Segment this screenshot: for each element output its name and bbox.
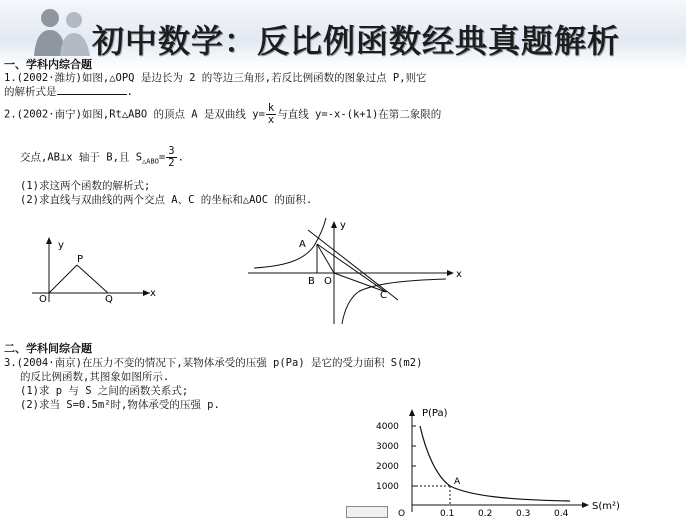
ytick-label-4000: 4000 — [376, 422, 399, 432]
label-b: B — [308, 276, 315, 287]
q3-line1: 3.(2004·南京)在压力不变的情况下,某物体承受的压强 p(Pa) 是它的受力面积 S(m2) — [4, 357, 423, 369]
q1-line2: 的解析式是 . — [4, 86, 133, 98]
label-y: y — [340, 220, 346, 231]
q2-line2: 交点,AB⊥x 轴于 B,且 $S_{\triangle ABO}=$ $\frac{3}{2}$ . — [20, 145, 184, 169]
segment-oc — [334, 273, 386, 292]
origin-label: O — [398, 509, 406, 516]
ytick-label-1000: 1000 — [376, 482, 399, 492]
label-a: A — [299, 239, 306, 250]
y-axis-arrow-icon — [46, 237, 52, 244]
section1-heading: 一、学科内综合题 — [4, 58, 92, 71]
xtick-label-0.3: 0.3 — [516, 509, 531, 516]
label-q: Q — [105, 294, 113, 305]
label-o: O — [324, 276, 332, 287]
side-op — [49, 265, 77, 293]
ytick-label-3000: 3000 — [376, 442, 399, 452]
hyperbola-branch-upper — [254, 218, 326, 268]
label-o: O — [39, 294, 47, 305]
q2-part2: 与直线 y=-x-(k+1)在第二象限的 — [277, 108, 442, 121]
xtick-label-0.2: 0.2 — [478, 509, 493, 516]
frac-den: x — [267, 114, 275, 126]
y-axis-label: P(Pa) — [422, 408, 448, 419]
fraction-3-over-2 — [166, 146, 176, 169]
q2-part1: 2.(2002·南宁)如图,Rt△ABO 的顶点 A 是双曲线 y= — [4, 108, 265, 121]
fraction-k-over-x — [266, 103, 276, 126]
people-logo-icon — [28, 6, 96, 56]
label-x: x — [150, 288, 156, 299]
figure-hyperbola — [246, 216, 476, 328]
q2-line2-part1: 交点,AB⊥x 轴于 B,且 S — [20, 151, 143, 164]
figure-pressure-graph — [370, 404, 650, 516]
x-axis-arrow-icon — [143, 290, 150, 296]
hyperbola-branch-lower — [342, 279, 446, 324]
area-num: 3 — [168, 145, 175, 157]
point-a-label: A — [454, 477, 461, 487]
x-axis-label: S(m²) — [592, 501, 620, 512]
q3-sub2: (2)求当 S=0.5m²时,物体承受的压强 p. — [20, 399, 220, 411]
section2-heading: 二、学科间综合题 — [4, 342, 92, 355]
label-y: y — [58, 240, 64, 251]
q1-line1: 1.(2002·潍坊)如图,△OPQ 是边长为 2 的等边三角形,若反比例函数的图象过点 P,则它 — [4, 72, 427, 84]
frac-num: k — [267, 102, 275, 114]
ytick-label-2000: 2000 — [376, 462, 399, 472]
area-subscript: △ABO — [142, 157, 159, 166]
answer-blank — [57, 84, 127, 95]
xtick-label-0.4: 0.4 — [554, 509, 569, 516]
label-c: C — [380, 290, 387, 301]
y-axis-arrow-icon — [331, 221, 337, 228]
area-den: 2 — [168, 157, 175, 169]
figure-triangle — [26, 232, 166, 306]
page-title: 初中数学：反比例函数经典真题解析 — [92, 22, 621, 60]
q2-line1 — [4, 103, 441, 126]
y-axis-arrow-icon — [409, 409, 415, 416]
q2-sub2: (2)求直线与双曲线的两个交点 A、C 的坐标和△AOC 的面积. — [20, 194, 313, 206]
x-axis-arrow-icon — [447, 270, 454, 276]
side-pq — [77, 265, 108, 293]
q3-sub1: (1)求 p 与 S 之间的函数关系式; — [20, 385, 189, 397]
label-x: x — [456, 269, 462, 280]
q2-eq: = — [158, 151, 166, 164]
xtick-label-0.1: 0.1 — [440, 509, 455, 516]
pressure-curve — [420, 426, 570, 501]
q1-line2-text: 的解析式是 — [4, 86, 57, 98]
q3-line2: 的反比例函数,其图象如图所示. — [20, 371, 170, 383]
slide-footer-box — [346, 506, 388, 518]
q2-sub1: (1)求这两个函数的解析式; — [20, 180, 151, 192]
x-axis-arrow-icon — [582, 502, 589, 508]
label-p: P — [77, 254, 84, 265]
